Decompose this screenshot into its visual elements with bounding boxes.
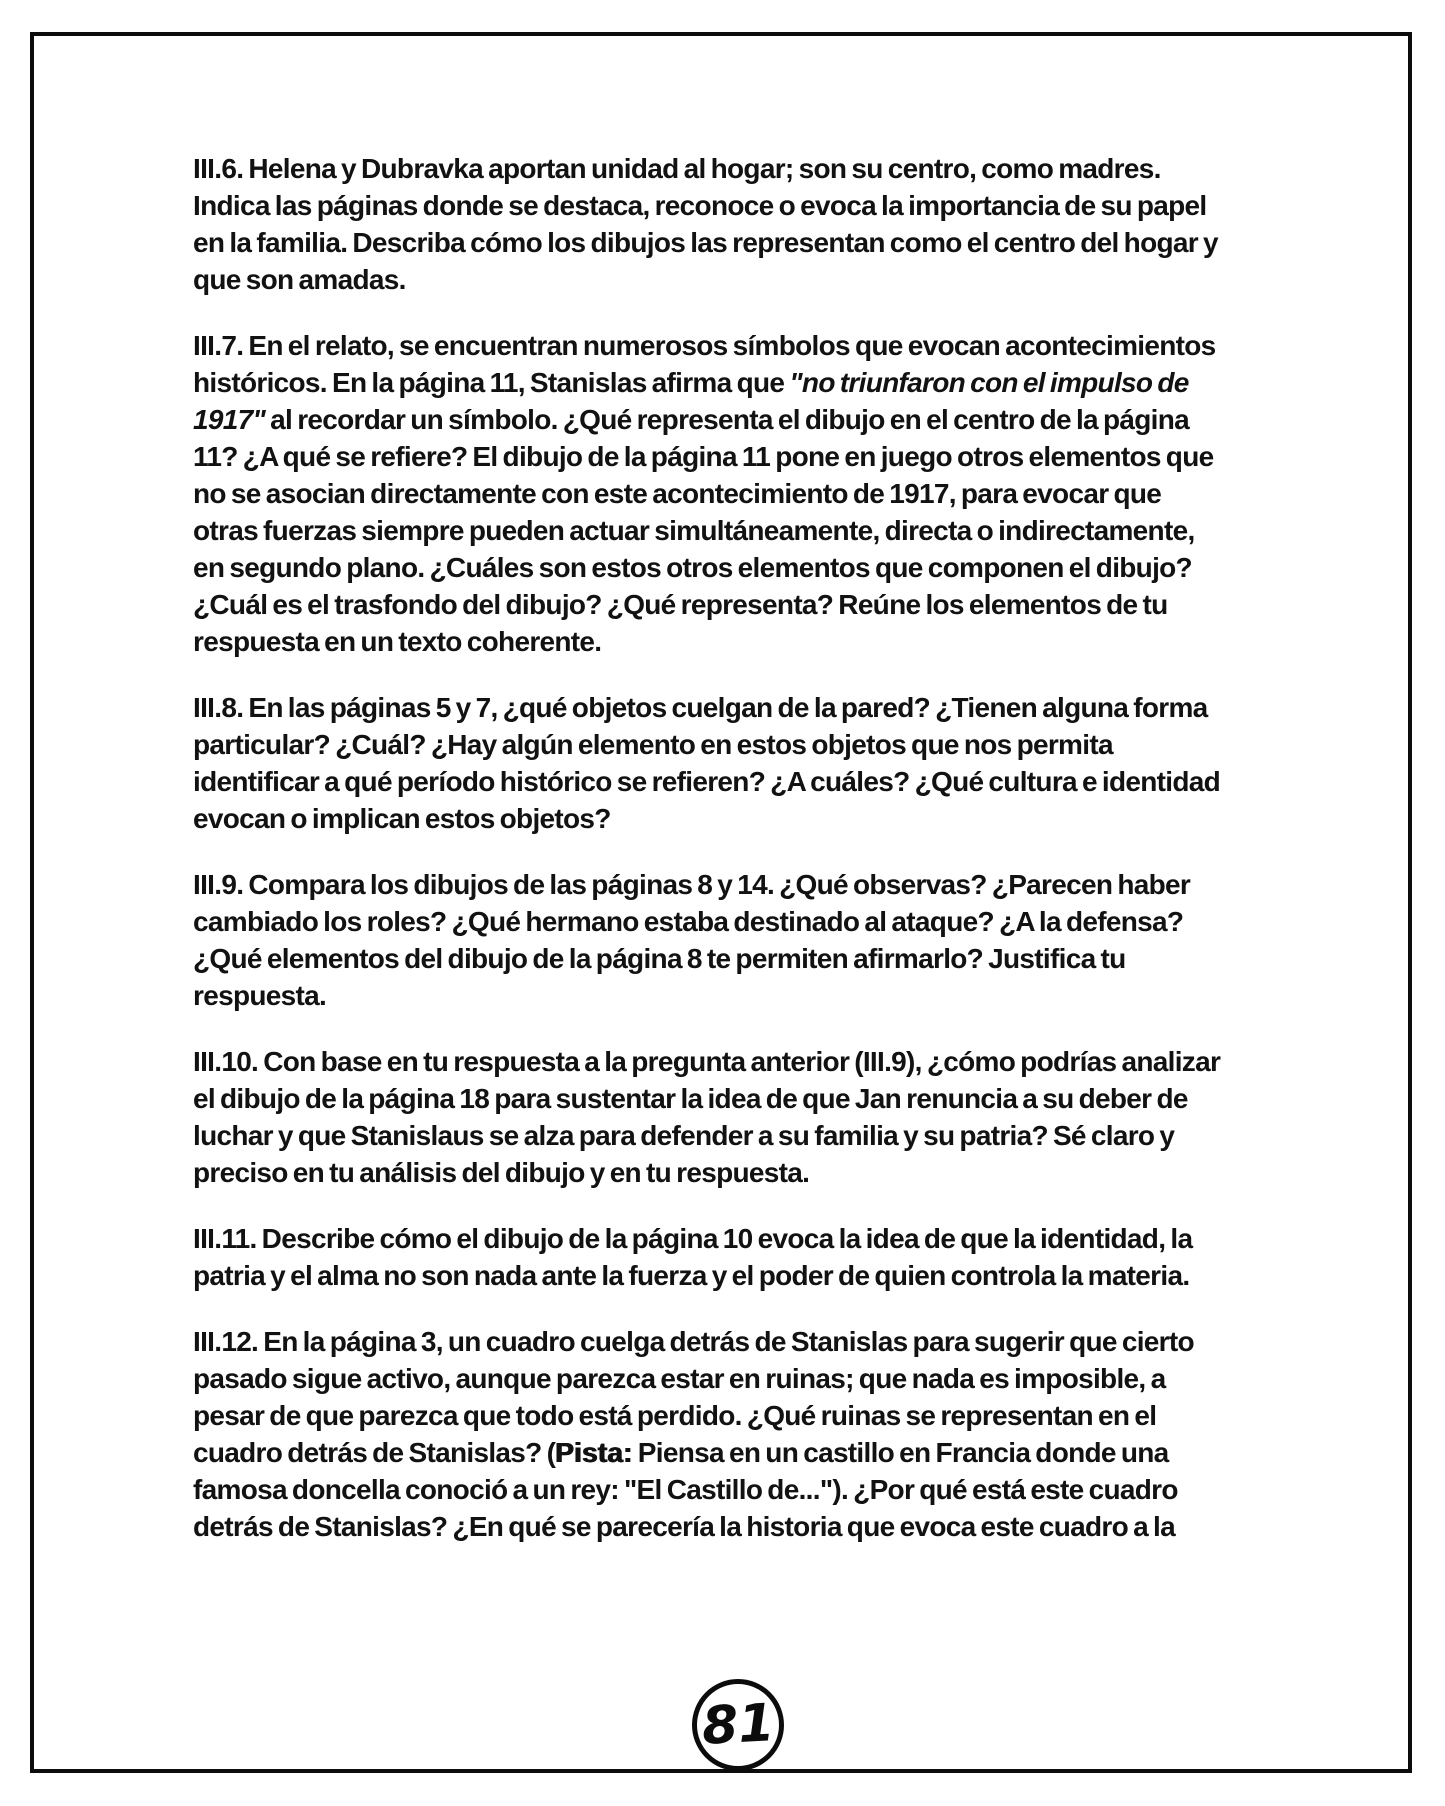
- page-number: 81: [700, 1693, 776, 1757]
- question-paragraph-III.7: [193, 327, 1228, 660]
- questions-list: [193, 150, 1228, 1574]
- text-segment: Piensa en un castillo en Francia donde una famosa doncella conoció a un rey: "El Castillo de..."). ¿Por qué está este cuadro detrás de Stanislas? ¿En qué se parecería la historia que evoca este cuadro a la: [193, 1437, 1178, 1542]
- page-number-badge: [692, 1679, 784, 1771]
- text-segment: III.10. Con base en tu respuesta a la pregunta anterior (III.9), ¿cómo podrías analizar el dibujo de la página 18 para sustentar la idea de que Jan renuncia a su deber de luchar y que Stanislaus se alza para defender a su familia y su patria? Sé claro y preciso en tu análisis del dibujo y en tu respuesta.: [193, 1046, 1221, 1188]
- text-segment: III.8. En las páginas 5 y 7, ¿qué objetos cuelgan de la pared? ¿Tienen alguna forma particular? ¿Cuál? ¿Hay algún elemento en estos objetos que nos permita identificar a qué período histórico se refieren? ¿A cuáles? ¿Qué cultura e identidad evocan o implican estos objetos?: [193, 692, 1221, 834]
- text-segment: III.9. Compara los dibujos de las páginas 8 y 14. ¿Qué observas? ¿Parecen haber cambiado los roles? ¿Qué hermano estaba destinado al ataque? ¿A la defensa? ¿Qué elementos del dibujo de la página 8 te permiten afirmarlo? Justifica tu respuesta.: [193, 869, 1191, 1011]
- text-segment: III.12. En la página 3, un cuadro cuelga detrás de Stanislas para sugerir que cierto pasado sigue activo, aunque parezca estar en ruinas; que nada es imposible, a pesar de que parezca que todo está perdido. ¿Qué ruinas se representan en el cuadro detrás de Stanislas? (: [193, 1326, 1194, 1468]
- question-paragraph-III.8: [193, 689, 1228, 837]
- question-paragraph-III.6: [193, 150, 1228, 298]
- text-segment: "no triunfaron con el impulso de 1917": [193, 367, 1189, 435]
- text-segment: Pista:: [555, 1437, 633, 1468]
- text-segment: al recordar un símbolo. ¿Qué representa el dibujo en el centro de la página 11? ¿A qué se refiere? El dibujo de la página 11 pone en juego otros elementos que no se asocian directamente con este acontecimiento de 1917, para evocar que otras fuerzas siempre pueden actuar simultáneamente, directa o indirectamente, en segundo plano. ¿Cuáles son estos otros elementos que componen el dibujo? ¿Cuál es el trasfondo del dibujo? ¿Qué representa? Reúne los elementos de tu respuesta en un texto coherente.: [193, 404, 1214, 657]
- question-paragraph-III.9: [193, 866, 1228, 1014]
- question-paragraph-III.11: [193, 1220, 1228, 1294]
- question-paragraph-III.12: [193, 1323, 1228, 1545]
- question-paragraph-III.10: [193, 1043, 1228, 1191]
- text-segment: III.7. En el relato, se encuentran numerosos símbolos que evocan acontecimientos históricos. En la página 11, Stanislas afirma que: [193, 330, 1216, 398]
- text-segment: III.11. Describe cómo el dibujo de la página 10 evoca la idea de que la identidad, la patria y el alma no son nada ante la fuerza y el poder de quien controla la materia.: [193, 1223, 1193, 1291]
- text-segment: III.6. Helena y Dubravka aportan unidad al hogar; son su centro, como madres. Indica las páginas donde se destaca, reconoce o evoca la importancia de su papel en la familia. Describa cómo los dibujos las representan como el centro del hogar y que son amadas.: [193, 153, 1218, 295]
